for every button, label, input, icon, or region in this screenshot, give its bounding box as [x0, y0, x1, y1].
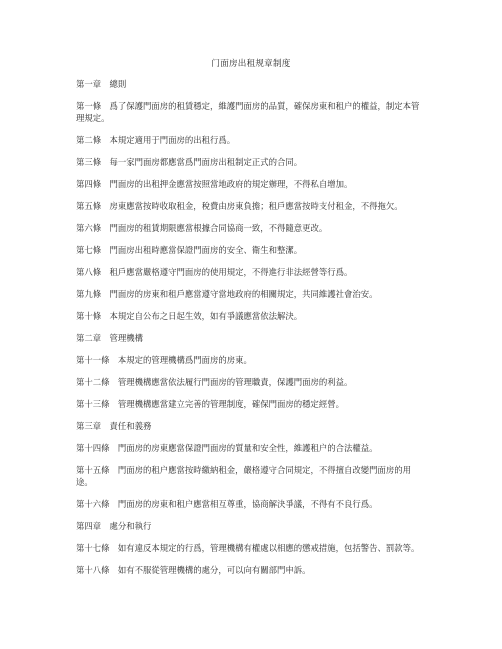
article-paragraph: 第八條 租戶應當嚴格遵守門面房的使用規定，不得進行非法經營等行爲。 [76, 267, 353, 277]
chapter-heading: 第二章 管理機構 [76, 333, 143, 343]
article-paragraph: 第四條 門面房的出租押金應當按照當地政府的規定辦理，不得私自增加。 [76, 179, 353, 189]
article-paragraph: 第十二條 管理機構應當依法履行門面房的管理職責，保護門面房的利益。 [76, 377, 353, 387]
article-paragraph: 第十條 本規定自公布之日起生效，如有爭議應當依法解決。 [76, 311, 303, 321]
article-paragraph: 第十三條 管理機構應當建立完善的管理制度，確保門面房的穩定經營。 [76, 399, 344, 409]
article-paragraph: 第十五條 門面房的租户應當按時繳納租金，嚴格遵守合同規定，不得擅自改變門面房的用途。 [76, 465, 411, 487]
document-title: 门面房出租规章制度 [211, 59, 291, 69]
article-paragraph: 第一條 爲了保護門面房的租賃穩定，維護門面房的品質，確保房東和租户的權益，制定本管理規定。 [76, 101, 420, 123]
chapter-heading: 第一章 總則 [76, 79, 127, 89]
article-paragraph: 第十一條 本規定的管理機構爲門面房的房東。 [76, 355, 252, 365]
article-paragraph: 第十六條 門面房的房東和租户應當相互尊重，協商解決爭議，不得有不良行爲。 [76, 499, 378, 509]
article-paragraph: 第三條 每一家門面房都應當爲門面房出租制定正式的合同。 [76, 157, 303, 167]
article-paragraph: 第十八條 如有不服從管理機構的處分，可以向有關部門申訴。 [76, 565, 311, 575]
article-paragraph: 第七條 門面房出租時應當保證門面房的安全、衛生和整潔。 [76, 245, 303, 255]
chapter-heading: 第三章 責任和義務 [76, 421, 152, 431]
document-body [76, 78, 426, 586]
article-paragraph: 第五條 房東應當按時收取租金，稅費由房東負擔；租戶應當按時支付租金，不得拖欠。 [76, 201, 403, 211]
article-paragraph: 第二條 本規定適用于門面房的出租行爲。 [76, 135, 236, 145]
article-paragraph: 第十七條 如有違反本規定的行爲，管理機構有權處以相應的懲戒措施，包括警告、罰款等。 [76, 543, 420, 553]
article-paragraph: 第九條 門面房的房東和租戶應當遵守當地政府的相關規定，共同維護社會治安。 [76, 289, 378, 299]
article-paragraph: 第十四條 門面房的房東應當保證門面房的質量和安全性，維護租户的合法權益。 [76, 443, 378, 453]
article-paragraph: 第六條 門面房的租賃期限應當根據合同協商一致，不得隨意更改。 [76, 223, 328, 233]
chapter-heading: 第四章 處分和執行 [76, 521, 152, 531]
